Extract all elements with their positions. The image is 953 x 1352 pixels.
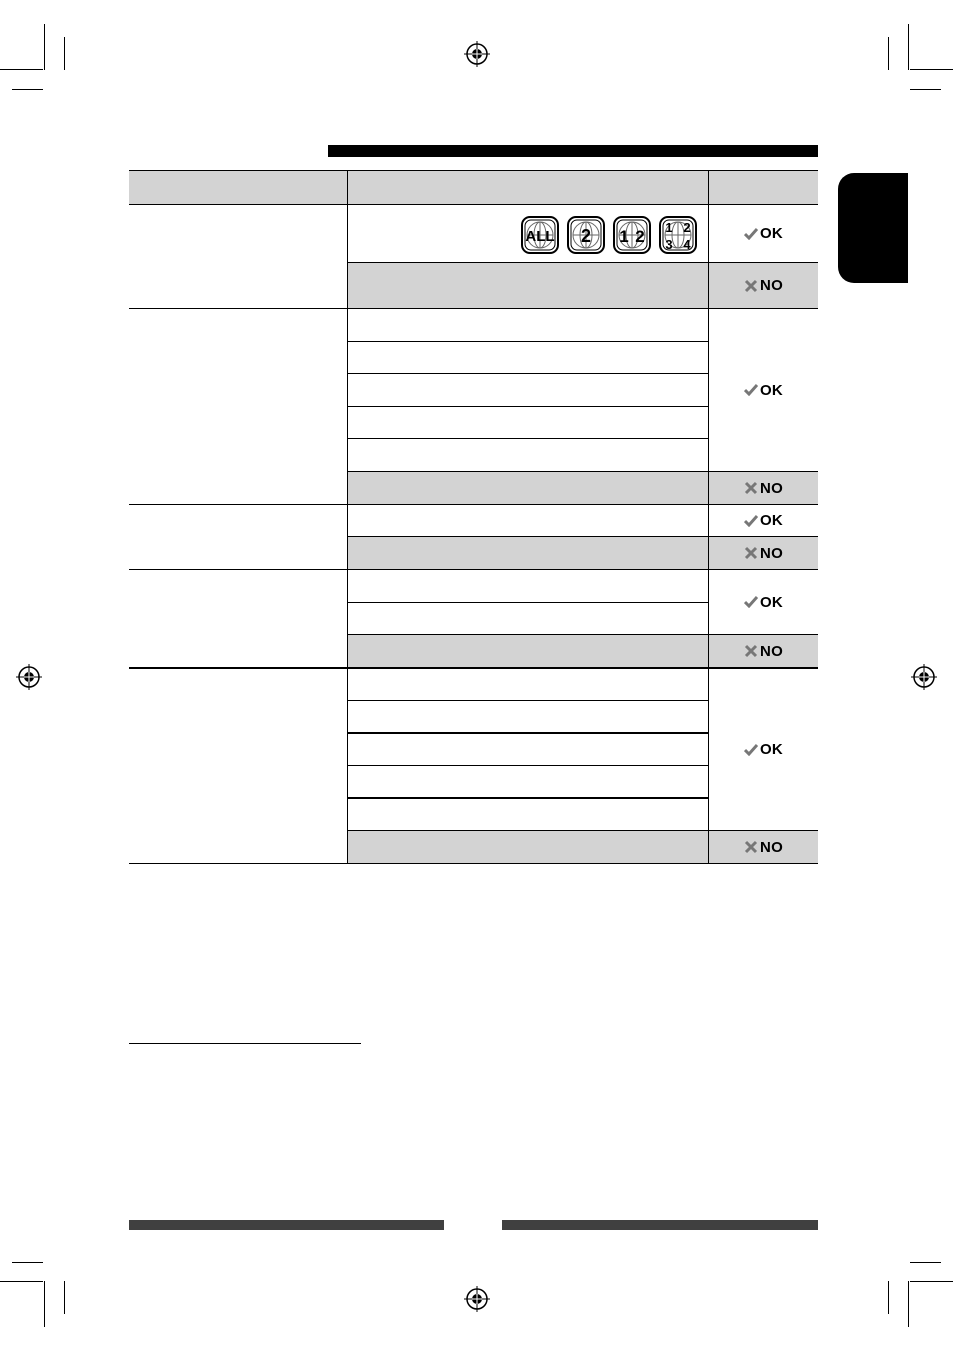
crop-mark	[888, 1281, 889, 1314]
crop-mark	[910, 69, 953, 70]
region-all-label: ALL	[525, 228, 555, 245]
check-icon	[744, 515, 758, 527]
region-code-digit: 1	[619, 227, 629, 246]
crop-mark	[44, 24, 45, 70]
status-no-label: NO	[760, 544, 783, 562]
table-rule	[129, 170, 818, 171]
crop-mark	[910, 1281, 953, 1282]
table-rule	[347, 406, 708, 407]
region-code-digit: 1	[665, 220, 673, 235]
crop-mark	[12, 89, 43, 90]
status-no-label: NO	[760, 642, 783, 660]
table-rule	[347, 797, 708, 799]
check-icon	[744, 384, 758, 396]
region-2-icon	[567, 216, 605, 254]
table-rule	[347, 700, 708, 701]
cross-icon	[744, 546, 758, 560]
status-ok	[709, 570, 818, 634]
section-title-bar	[328, 145, 818, 157]
language-tab	[838, 173, 908, 283]
table-rule	[129, 863, 818, 864]
footer-bar-right	[502, 1220, 818, 1230]
crop-mark	[64, 37, 65, 70]
region-code-digit: 2	[635, 227, 645, 246]
region-1-2-icon	[613, 216, 651, 254]
table-rule	[347, 602, 708, 603]
registration-mark-icon	[911, 664, 937, 690]
status-ok-label: OK	[760, 381, 783, 399]
status-ok	[709, 309, 818, 471]
status-ok	[709, 505, 818, 536]
status-no	[709, 831, 818, 863]
table-rule	[347, 341, 708, 342]
status-no	[709, 537, 818, 569]
status-no	[709, 635, 818, 667]
status-no-label: NO	[760, 277, 783, 294]
footer-bar-left	[129, 1220, 444, 1230]
crop-mark	[910, 89, 941, 90]
region-2-label: 2	[580, 226, 592, 246]
region-code-digit: 4	[683, 237, 691, 252]
check-icon	[744, 744, 758, 756]
status-no-label: NO	[760, 838, 783, 856]
status-no	[709, 472, 818, 504]
status-ok-label: OK	[760, 225, 783, 242]
crop-mark	[12, 1262, 43, 1263]
status-ok	[709, 669, 818, 830]
crop-mark	[888, 37, 889, 70]
crop-mark	[44, 1281, 45, 1327]
crop-mark	[64, 1281, 65, 1314]
table-header-row	[129, 171, 818, 204]
status-ok	[709, 205, 818, 262]
status-ok-label: OK	[760, 512, 783, 529]
table-column-rule	[347, 170, 348, 864]
region-code-digit: 3	[665, 237, 673, 252]
crop-mark	[908, 1281, 909, 1327]
table-rule	[347, 373, 708, 374]
crop-mark	[908, 24, 909, 70]
status-ok-label: OK	[760, 593, 783, 611]
region-code-digit: 2	[683, 220, 691, 235]
region-all-icon	[521, 216, 559, 254]
table-rule	[347, 732, 708, 734]
cross-icon	[744, 481, 758, 495]
crop-mark	[0, 69, 43, 70]
check-icon	[744, 596, 758, 608]
crop-mark	[910, 1262, 941, 1263]
table-rule	[347, 438, 708, 439]
status-no-label: NO	[760, 479, 783, 497]
registration-mark-icon	[464, 41, 490, 67]
check-icon	[744, 228, 758, 240]
cross-icon	[744, 279, 758, 293]
cross-icon	[744, 840, 758, 854]
registration-mark-icon	[16, 664, 42, 690]
registration-mark-icon	[464, 1286, 490, 1312]
cross-icon	[744, 644, 758, 658]
status-ok-label: OK	[760, 741, 783, 758]
crop-mark	[0, 1281, 43, 1282]
footnote-rule	[129, 1043, 361, 1044]
status-no	[709, 263, 818, 308]
table-rule	[347, 765, 708, 766]
region-1-2-3-4-icon	[659, 216, 697, 254]
